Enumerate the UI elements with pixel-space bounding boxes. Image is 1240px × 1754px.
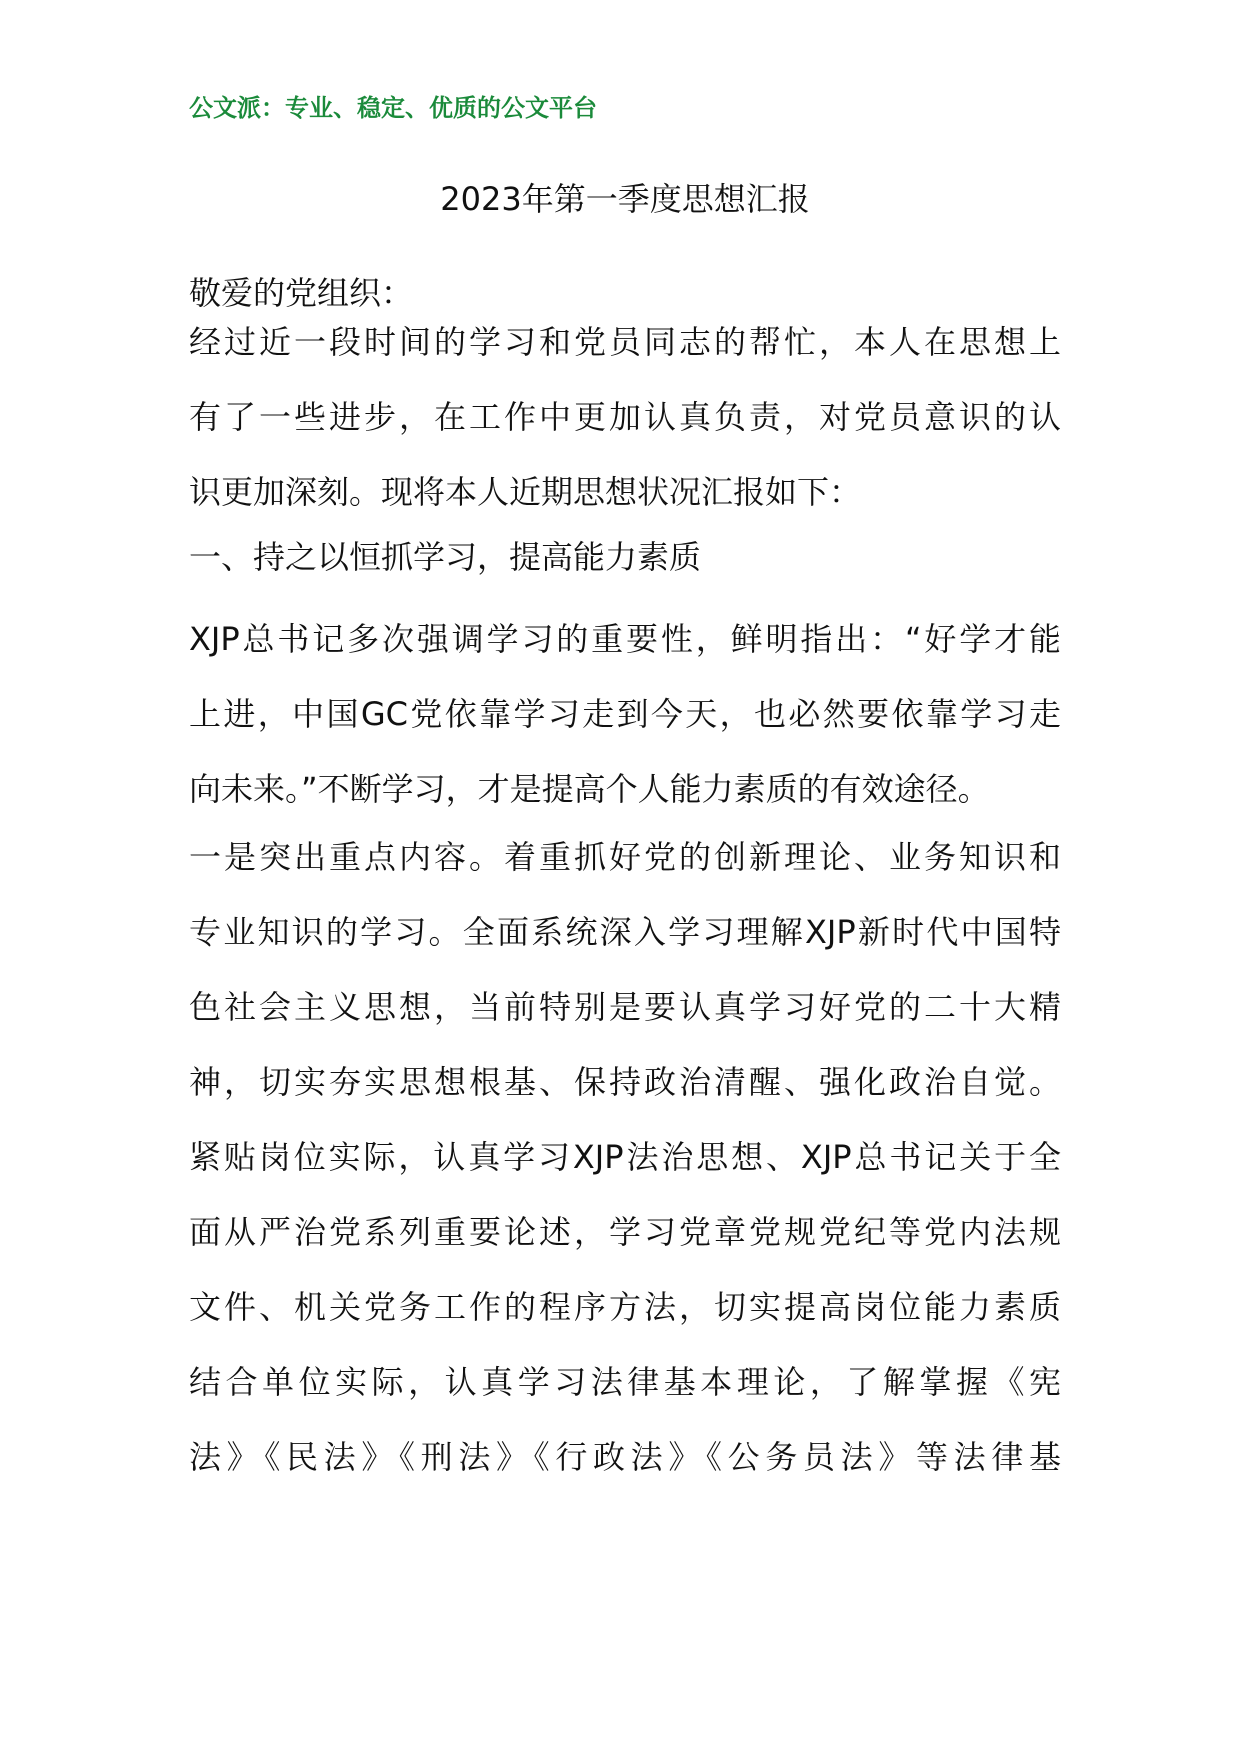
paragraph-line: 神，切实夯实思想根基、保持政治清醒、强化政治自觉。 bbox=[189, 1063, 1061, 1101]
section1-paragraph2 bbox=[189, 820, 1061, 1495]
paragraph-line: 上进，中国GC党依靠学习走到今天，也必然要依靠学习走 bbox=[189, 695, 1061, 733]
document-title: 2023年第一季度思想汇报 bbox=[440, 180, 810, 218]
intro-paragraph bbox=[189, 305, 1061, 530]
paragraph-line: 面从严治党系列重要论述，学习党章党规党纪等党内法规 bbox=[189, 1213, 1061, 1251]
watermark-header: 公文派：专业、稳定、优质的公文平台 bbox=[189, 94, 597, 122]
paragraph-line: 文件、机关党务工作的程序方法，切实提高岗位能力素质 bbox=[189, 1288, 1061, 1326]
paragraph-line: 结合单位实际，认真学习法律基本理论，了解掌握《宪 bbox=[189, 1363, 1061, 1401]
paragraph-line: XJP总书记多次强调学习的重要性，鲜明指出：“好学才能 bbox=[189, 620, 1061, 658]
paragraph-line: 法》《民法》《刑法》《行政法》《公务员法》等法律基 bbox=[189, 1438, 1061, 1476]
paragraph-line: 紧贴岗位实际，认真学习XJP法治思想、XJP总书记关于全 bbox=[189, 1138, 1061, 1176]
section1-paragraph1 bbox=[189, 602, 1061, 827]
paragraph-line: 向未来。”不断学习，才是提高个人能力素质的有效途径。 bbox=[189, 770, 990, 808]
paragraph-line: 识更加深刻。现将本人近期思想状况汇报如下： bbox=[189, 473, 862, 511]
paragraph-line: 有了一些进步，在工作中更加认真负责，对党员意识的认 bbox=[189, 398, 1061, 436]
salutation: 敬爱的党组织： bbox=[189, 274, 414, 312]
paragraph-line: 色社会主义思想，当前特别是要认真学习好党的二十大精 bbox=[189, 988, 1061, 1026]
paragraph-line: 一是突出重点内容。着重抓好党的创新理论、业务知识和 bbox=[189, 838, 1061, 876]
section-heading bbox=[189, 520, 1061, 595]
paragraph-line: 经过近一段时间的学习和党员同志的帮忙，本人在思想上 bbox=[189, 323, 1061, 361]
paragraph-line: 专业知识的学习。全面系统深入学习理解XJP新时代中国特 bbox=[189, 913, 1061, 951]
section-heading-text: 一、持之以恒抓学习，提高能力素质 bbox=[189, 538, 702, 576]
